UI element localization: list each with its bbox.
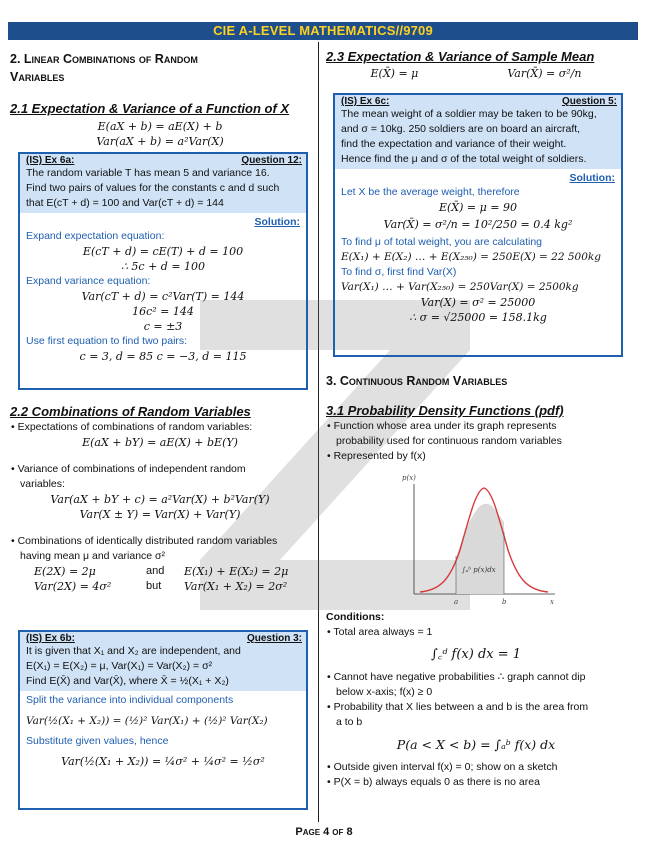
equation: Var(X) = σ² = 25000 bbox=[420, 296, 536, 309]
equation: c = ±3 bbox=[143, 320, 183, 333]
question-text: The random variable T has mean 5 and variance 16. bbox=[26, 167, 270, 179]
section-2-title-cont: Variables bbox=[10, 70, 65, 84]
column-divider bbox=[318, 42, 319, 822]
solution-label: Solution: bbox=[254, 216, 300, 228]
exercise-tag: (IS) Ex 6a: bbox=[26, 155, 75, 166]
equation: Var(cT + d) = c²Var(T) = 144 bbox=[81, 290, 245, 303]
equation: E(X₁) + E(X₂) = 2μ bbox=[184, 565, 289, 578]
solution-step: Use first equation to find two pairs: bbox=[26, 335, 188, 347]
equation: E(aX + b) = aE(X) + b bbox=[97, 120, 223, 133]
equation: Var(X ± Y) = Var(X) + Var(Y) bbox=[79, 508, 241, 521]
equation: ∴ σ = √25000 = 158.1kg bbox=[409, 311, 547, 324]
solution-step: Split the variance into individual components bbox=[26, 694, 234, 706]
equation: 16c² = 144 bbox=[132, 305, 194, 318]
connector-text: and bbox=[146, 565, 165, 577]
equation: Var(2X) = 4σ² bbox=[34, 580, 112, 593]
section-2-2-title: 2.2 Combinations of Random Variables bbox=[10, 404, 251, 419]
question-text: Find two pairs of values for the constants c and d such bbox=[26, 182, 280, 194]
solution-step: Expand expectation equation: bbox=[26, 230, 165, 242]
section-2-3-title: 2.3 Expectation & Variance of Sample Mean bbox=[326, 49, 595, 64]
page-header: CIE A-LEVEL MATHEMATICS//9709 bbox=[8, 22, 638, 40]
bullet-item-cont: having mean μ and variance σ² bbox=[20, 550, 166, 562]
solution-label: Solution: bbox=[569, 172, 615, 184]
equation: E(aX + bY) = aE(X) + bE(Y) bbox=[82, 436, 238, 449]
bullet-item: • Probability that X lies between a and b is the area from bbox=[327, 701, 589, 713]
bullet-item-cont: a to b bbox=[336, 716, 363, 728]
exercise-tag: (IS) Ex 6c: bbox=[341, 96, 390, 107]
equation: Var(X₁ + X₂) = 2σ² bbox=[184, 580, 288, 593]
bullet-item-cont: below x-axis; f(x) ≥ 0 bbox=[336, 686, 433, 698]
solution-step: To find μ of total weight, you are calculating bbox=[341, 236, 542, 248]
question-text: The mean weight of a soldier may be taken to be 90kg, bbox=[341, 108, 597, 120]
section-2-title: 2. Linear Combinations of Random bbox=[10, 52, 198, 66]
equation: Var(aX + bY + c) = a²Var(X) + b²Var(Y) bbox=[50, 493, 270, 506]
graph-integral-label: ∫ₐᵇ p(x)dx bbox=[462, 566, 496, 574]
pdf-sketch bbox=[400, 470, 560, 610]
equation: Var(X₁) … + Var(X₂₅₀) = 250Var(X) = 2500kg bbox=[341, 281, 579, 293]
bullet-item-cont: probability used for continuous random variables bbox=[336, 435, 562, 447]
solution-step: Substitute given values, hence bbox=[26, 735, 169, 747]
question-12-box bbox=[18, 152, 308, 390]
question-text: that E(cT + d) = 100 and Var(cT + d) = 144 bbox=[26, 197, 224, 209]
equation: Var(aX + b) = a²Var(X) bbox=[96, 135, 224, 148]
question-number: Question 3: bbox=[246, 633, 302, 644]
connector-text: but bbox=[146, 580, 162, 592]
bullet-item: • Total area always = 1 bbox=[327, 626, 433, 638]
equation: E(X₁) + E(X₂) … + E(X₂₅₀) = 250E(X) = 22 500kg bbox=[341, 251, 601, 263]
bullet-item: • Cannot have negative probabilities ∴ graph cannot dip bbox=[327, 671, 586, 683]
equation: Var(½(X₁ + X₂)) = (½)² Var(X₁) + (½)² Var(X₂) bbox=[26, 715, 268, 727]
bullet-item: • Expectations of combinations of random variables: bbox=[11, 421, 253, 433]
bullet-item: • Combinations of identically distributed random variables bbox=[11, 535, 278, 547]
solution-step: Expand variance equation: bbox=[26, 275, 151, 287]
equation: Var(X̄) = σ²/n = 10²/250 = 0.4 kg² bbox=[383, 218, 573, 231]
equation: Var(X̄) = σ²/n bbox=[507, 67, 582, 80]
graph-xlabel: x bbox=[550, 598, 554, 606]
equation: E(X̄) = μ bbox=[370, 67, 419, 80]
solution-step: To find σ, first find Var(X) bbox=[341, 266, 457, 278]
equation: ∫꜀ᵈ f(x) dx = 1 bbox=[430, 647, 522, 662]
bullet-item-cont: variables: bbox=[20, 478, 65, 490]
question-text: E(X₁) = E(X₂) = μ, Var(X₁) = Var(X₂) = σ² bbox=[26, 660, 213, 672]
equation: ∴ 5c + d = 100 bbox=[120, 260, 206, 273]
conditions-title: Conditions: bbox=[326, 611, 385, 623]
question-text: It is given that X₁ and X₂ are independent, and bbox=[26, 645, 241, 657]
solution-step: Let X be the average weight, therefore bbox=[341, 186, 520, 198]
equation: Var(½(X₁ + X₂)) = ¼σ² + ¼σ² = ½σ² bbox=[61, 755, 265, 768]
equation: P(a < X < b) = ∫ₐᵇ f(x) dx bbox=[396, 737, 556, 752]
equation: E(X̄) = μ = 90 bbox=[438, 201, 517, 214]
bullet-item: • Variance of combinations of independent random bbox=[11, 463, 246, 475]
section-3-title: 3. Continuous Random Variables bbox=[326, 374, 508, 388]
bullet-item: • P(X = b) always equals 0 as there is no area bbox=[327, 776, 540, 788]
question-5-box bbox=[333, 93, 623, 357]
graph-b-label: b bbox=[502, 598, 507, 606]
graph-ylabel: p(x) bbox=[402, 474, 416, 482]
bullet-item: • Represented by f(x) bbox=[327, 450, 426, 462]
bullet-item: • Outside given interval f(x) = 0; show on a sketch bbox=[327, 761, 558, 773]
bullet-item: • Function whose area under its graph represents bbox=[327, 420, 557, 432]
section-3-1-title: 3.1 Probability Density Functions (pdf) bbox=[326, 403, 564, 418]
question-text: Hence find the μ and σ of the total weight of soldiers. bbox=[341, 153, 587, 165]
question-3-box bbox=[18, 630, 308, 810]
question-text: and σ = 10kg. 250 soldiers are on board an aircraft, bbox=[341, 123, 581, 135]
equation: E(2X) = 2μ bbox=[34, 565, 96, 578]
question-text: find the expectation and variance of their weight. bbox=[341, 138, 567, 150]
page-number: Page 4 of 8 bbox=[295, 826, 353, 838]
question-number: Question 5: bbox=[561, 96, 617, 107]
exercise-tag: (IS) Ex 6b: bbox=[26, 633, 75, 644]
question-text: Find E(X̄) and Var(X̄), where X̄ = ½(X₁ + X₂) bbox=[26, 675, 229, 687]
equation: E(cT + d) = cE(T) + d = 100 bbox=[82, 245, 244, 258]
section-2-1-title: 2.1 Expectation & Variance of a Function of X bbox=[10, 101, 290, 116]
question-number: Question 12: bbox=[241, 155, 302, 166]
graph-a-label: a bbox=[454, 598, 459, 606]
equation: c = 3, d = 85 c = −3, d = 115 bbox=[79, 350, 247, 363]
